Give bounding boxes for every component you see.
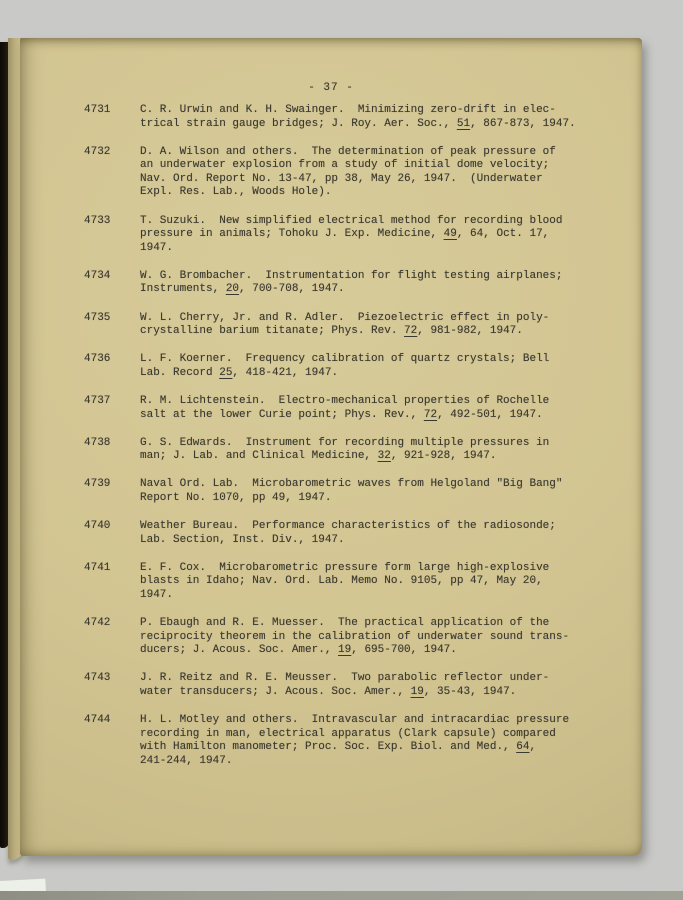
volume-number: 72: [423, 408, 438, 421]
entry-line: Weather Bureau. Performance characteristics of the radiosonde;: [140, 519, 556, 532]
bibliography-entry: [84, 714, 624, 768]
bibliography-entry: [84, 478, 624, 505]
entry-line: Instruments, 20, 700-708, 1947.: [140, 283, 345, 296]
entry-line: Nav. Ord. Report No. 13-47, pp 38, May 26, 1947. (Underwater: [140, 172, 543, 185]
volume-number: 64: [516, 741, 530, 754]
entry-line: Expl. Res. Lab., Woods Hole).: [140, 186, 332, 199]
entry-number: 4739: [84, 478, 111, 491]
entry-line: 241-244, 1947.: [140, 754, 233, 767]
bibliography-entry: [84, 312, 624, 339]
bibliography-entry: [84, 146, 624, 200]
entry-number: 4744: [84, 713, 111, 726]
book-page: [20, 38, 642, 856]
entry-number: 4735: [84, 311, 111, 324]
entry-number: 4732: [84, 145, 111, 158]
entry-line: H. L. Motley and others. Intravascular and intracardiac pressure: [140, 713, 570, 726]
entry-line: an underwater explosion from a study of initial dome velocity;: [140, 159, 550, 172]
bibliography-entry: [84, 562, 624, 603]
entry-number: 4742: [84, 616, 111, 629]
entry-line: with Hamilton manometer; Proc. Soc. Exp. Biol. and Med., 64,: [140, 741, 537, 754]
entry-line: Lab. Record 25, 418-421, 1947.: [140, 366, 339, 379]
bibliography-entry: [84, 104, 624, 131]
entry-line: R. M. Lichtenstein. Electro-mechanical properties of Rochelle: [140, 394, 550, 407]
entry-body: [140, 520, 556, 547]
entry-line: Naval Ord. Lab. Microbarometric waves from Helgoland "Big Bang": [140, 478, 563, 491]
entry-body: [140, 714, 569, 768]
entry-body: [140, 312, 549, 339]
bibliography-entry: [84, 520, 624, 547]
entry-line: crystalline barium titanate; Phys. Rev. 72, 981-982, 1947.: [140, 325, 523, 338]
entry-number: 4733: [84, 214, 111, 227]
page-number: - 37 -: [308, 82, 354, 94]
bibliography-entry: [84, 270, 624, 297]
volume-number: 51: [456, 117, 471, 130]
bibliography-entry: [84, 215, 624, 256]
entry-line: pressure in animals; Tohoku J. Exp. Medicine, 49, 64, Oct. 17,: [140, 228, 550, 241]
entry-number: 4741: [84, 561, 111, 574]
bibliography-entry: [84, 353, 624, 380]
volume-number: 72: [404, 325, 418, 338]
entry-body: [140, 353, 549, 380]
entry-number: 4743: [84, 672, 111, 685]
entry-line: Lab. Section, Inst. Div., 1947.: [140, 533, 345, 546]
entry-body: [140, 672, 549, 699]
entry-line: G. S. Edwards. Instrument for recording multiple pressures in: [140, 436, 550, 449]
entry-line: blasts in Idaho; Nav. Ord. Lab. Memo No. 9105, pp 47, May 20,: [140, 575, 543, 588]
entry-body: [140, 104, 576, 131]
entry-line: P. Ebaugh and R. E. Muesser. The practical application of the: [140, 616, 550, 629]
entry-line: T. Suzuki. New simplified electrical method for recording blood: [140, 214, 563, 227]
entry-line: D. A. Wilson and others. The determination of peak pressure of: [140, 145, 556, 158]
volume-number: 32: [377, 450, 391, 463]
entry-body: [140, 617, 569, 658]
bibliography-entry: [84, 437, 624, 464]
entry-line: recording in man, electrical apparatus (Clark capsule) compared: [140, 727, 556, 740]
bibliography-entry: [84, 395, 624, 422]
entry-line: L. F. Koerner. Frequency calibration of quartz crystals; Bell: [140, 353, 550, 366]
entry-number: 4740: [84, 519, 111, 532]
entry-body: [140, 146, 556, 200]
entry-line: C. R. Urwin and K. H. Swainger. Minimizing zero-drift in elec-: [140, 104, 556, 116]
entry-line: water transducers; J. Acous. Soc. Amer., 19, 35-43, 1947.: [140, 685, 517, 698]
entry-number: 4738: [84, 436, 111, 449]
bibliography-entry: [84, 617, 624, 658]
entry-number: 4737: [84, 394, 111, 407]
entry-line: ducers; J. Acous. Soc. Amer., 19, 695-700, 1947.: [140, 644, 457, 657]
entry-number: 4731: [84, 104, 111, 116]
volume-number: 19: [410, 685, 424, 698]
entry-list: [84, 104, 624, 783]
volume-number: 25: [219, 366, 233, 379]
entry-number: 4736: [84, 353, 111, 366]
entry-line: trical strain gauge bridges; J. Roy. Aer. Soc., 51, 867-873, 1947.: [140, 117, 576, 130]
entry-line: reciprocity theorem in the calibration of underwater sound trans-: [140, 630, 570, 643]
entry-number: 4734: [84, 269, 111, 282]
entry-body: [140, 215, 562, 256]
volume-number: 49: [443, 228, 457, 241]
entry-line: W. L. Cherry, Jr. and R. Adler. Piezoelectric effect in poly-: [140, 311, 550, 324]
volume-number: 20: [225, 283, 240, 296]
entry-line: 1947.: [140, 588, 174, 601]
entry-line: man; J. Lab. and Clinical Medicine, 32, 921-928, 1947.: [140, 450, 497, 463]
entry-body: [140, 395, 549, 422]
entry-body: [140, 478, 562, 505]
table-edge-band: [0, 891, 683, 900]
entry-body: [140, 562, 549, 603]
volume-number: 19: [338, 644, 352, 657]
entry-line: Report No. 1070, pp 49, 1947.: [140, 491, 332, 504]
entry-line: J. R. Reitz and R. E. Meusser. Two parabolic reflector under-: [140, 672, 550, 685]
entry-body: [140, 437, 549, 464]
entry-line: E. F. Cox. Microbarometric pressure form large high-explosive: [140, 561, 550, 574]
entry-body: [140, 270, 562, 297]
bibliography-entry: [84, 672, 624, 699]
entry-line: W. G. Brombacher. Instrumentation for flight testing airplanes;: [140, 269, 563, 282]
entry-line: 1947.: [140, 241, 174, 254]
entry-line: salt at the lower Curie point; Phys. Rev., 72, 492-501, 1947.: [140, 408, 543, 421]
